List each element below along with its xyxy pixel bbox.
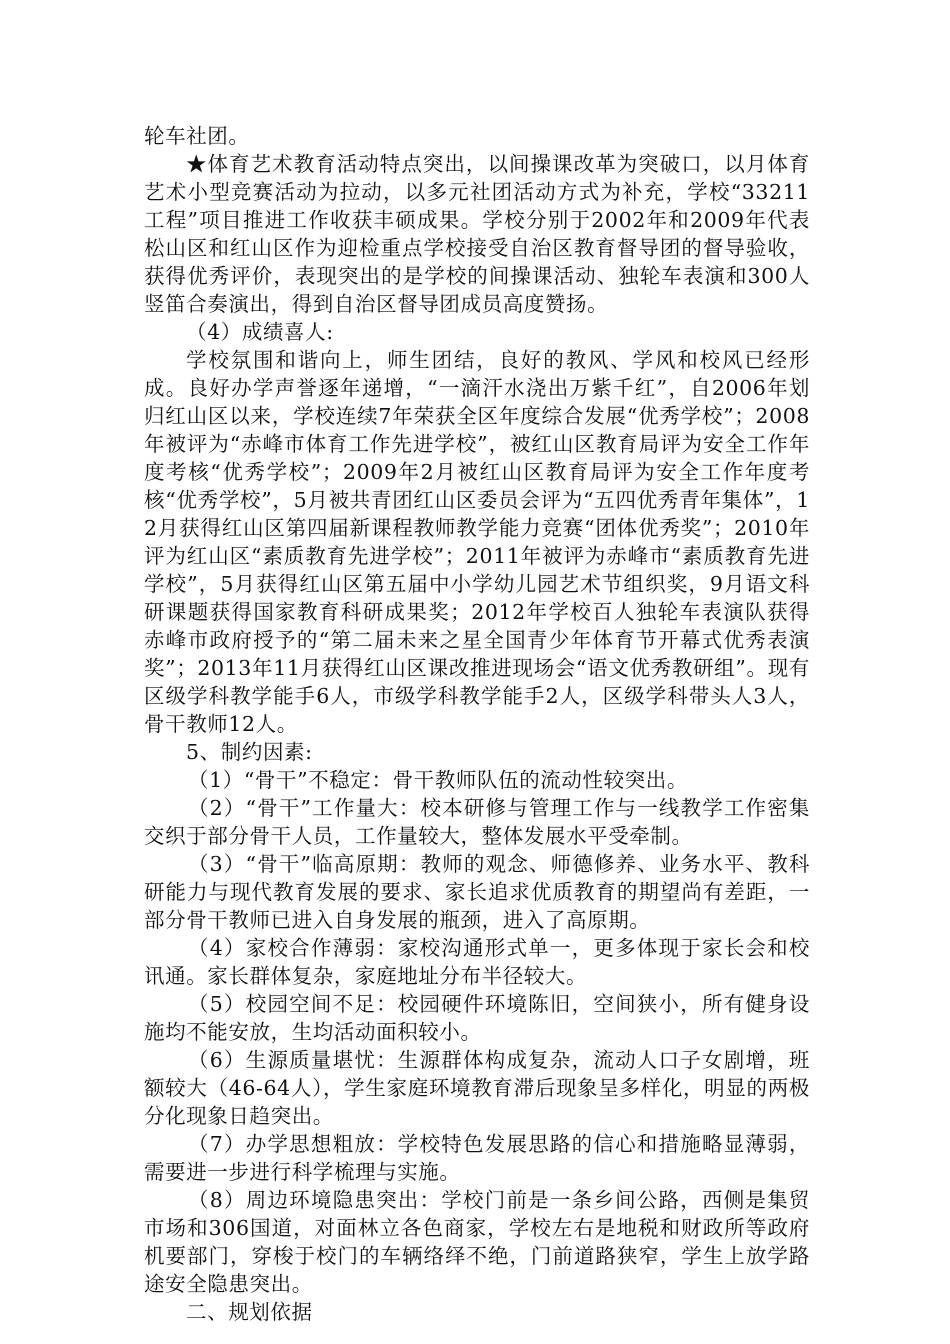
constraint-item-7: （7）办学思想粗放：学校特色发展思路的信心和措施略显薄弱，需要进一步进行科学梳理与实施。	[144, 1132, 810, 1184]
heading-achievements: （4）成绩喜人:	[186, 320, 334, 344]
constraint-item-3: （3）“骨干”临高原期：教师的观念、师德修养、业务水平、教科研能力与现代教育发展的要求、家长追求优质教育的期望尚有差距，一部分骨干教师已进入自身发展的瓶颈，进入了高原期。	[144, 852, 810, 932]
constraint-item-1: （1）“骨干”不稳定：骨干教师队伍的流动性较突出。	[188, 768, 689, 792]
paragraph-continuation: 轮车社团。	[144, 124, 250, 148]
paragraph-achievements: 学校氛围和谐向上，师生团结，良好的教风、学风和校风已经形成。良好办学声誉逐年递增，“一滴汗水浇出万紫千红”，自2006年划归红山区以来，学校连续7年荣获全区年度综合发展“优秀学校”；2008年被评为“赤峰市体育工作先进学校”，被红山区教育局评为安全工作年度考核“优秀学校”；2009年2月被红山区教育局评为安全工作年度考核“优秀学校”，5月被共青团红山区委员会评为“五四优秀青年集体”，12月获得红山区第四届新课程教师教学能力竞赛“团体优秀奖”；2010年评为红山区“素质教育先进学校”；2011年被评为赤峰市“素质教育先进学校”，5月获得红山区第五届中小学幼儿园艺术节组织奖，9月语文科研课题获得国家教育科研成果奖；2012年学校百人独轮车表演队获得赤峰市政府授予的“第二届未来之星全国青少年体育节开幕式优秀表演奖”；2013年11月获得红山区课改推进现场会“语文优秀教研组”。现有区级学科教学能手6人，市级学科教学能手2人，区级学科带头人3人，骨干教师12人。	[144, 348, 810, 736]
paragraph-sports-arts: ★体育艺术教育活动特点突出，以间操课改革为突破口，以月体育艺术小型竞赛活动为拉动，以多元社团活动方式为补充，学校“33211工程”项目推进工作收获丰硕成果。学校分别于2002年和2009年代表松山区和红山区作为迎检重点学校接受自治区教育督导团的督导验收，获得优秀评价，表现突出的是学校的间操课活动、独轮车表演和300人竖笛合奏演出，得到自治区督导团成员高度赞扬。	[144, 152, 810, 316]
document-body	[144, 122, 810, 1326]
heading-constraints: 5、制约因素:	[186, 740, 313, 764]
constraint-item-4: （4）家校合作薄弱：家校沟通形式单一，更多体现于家长会和校讯通。家长群体复杂，家庭地址分布半径较大。	[144, 936, 810, 988]
constraint-item-5: （5）校园空间不足：校园硬件环境陈旧，空间狭小，所有健身设施均不能安放，生均活动面积较小。	[144, 992, 810, 1044]
constraint-item-6: （6）生源质量堪忧：生源群体构成复杂，流动人口子女剧增，班额较大（46-64人），学生家庭环境教育滞后现象呈多样化，明显的两极分化现象日趋突出。	[144, 1048, 810, 1128]
constraint-item-2: （2）“骨干”工作量大：校本研修与管理工作与一线教学工作密集交织于部分骨干人员，工作量较大，整体发展水平受牵制。	[144, 796, 810, 848]
section-heading-planning-basis: 二、规划依据	[186, 1300, 313, 1324]
constraint-item-8: （8）周边环境隐患突出：学校门前是一条乡间公路，西侧是集贸市场和306国道，对面林立各色商家，学校左右是地税和财政所等政府机要部门，穿梭于校门的车辆络绎不绝，门前道路狭窄，学生上放学路途安全隐患突出。	[144, 1188, 810, 1296]
